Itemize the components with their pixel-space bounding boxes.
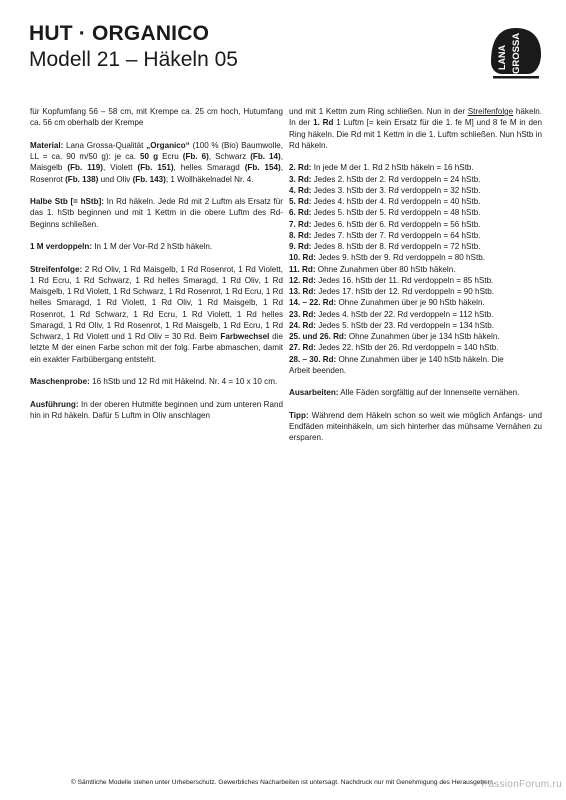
round-item — [289, 185, 542, 196]
right-column — [289, 106, 542, 455]
round-item — [289, 354, 542, 365]
round-text: Jedes 7. hStb der 7. Rd verdoppeln = 64 hStb. — [311, 230, 481, 240]
verdoppeln-section: 1 M verdoppeln: In 1 M der Vor-Rd 2 hStb häkeln. — [30, 242, 213, 251]
streifenfolge-reference: Streifenfolge — [467, 107, 514, 116]
logo-text-grossa: GROSSA — [511, 32, 522, 74]
logo-text-lana: LANA — [497, 45, 507, 70]
verdoppeln-label: 1 M verdoppeln: — [30, 242, 93, 251]
round-item — [289, 331, 542, 342]
round-text: Jedes 8. hStb der 8. Rd verdoppeln = 72 hStb. — [311, 242, 481, 251]
copyright-footer: © Sämtliche Modelle stehen unter Urheberschutz. Gewerbliches Nacharbeiten ist untersagt. Nachdruck nur mit Genehmigung des Herausgebers. — [70, 779, 496, 786]
material-section: Material: Lana Grossa-Qualität „Organico“ (100 % (Bio) Baumwolle, LL = ca. 90 m/50 g): je ca. 50 g Ecru (Fb. 6), Schwarz (Fb. 14), Maisgelb (Fb. 119), Violett (Fb. 151), helles Smaragd (Fb. 154), Rosenrot (Fb. 138) und Oliv (Fb. 143); 1 Wollhäkelnadel Nr. 4. — [30, 140, 284, 184]
round-label: 24. Rd: — [289, 320, 316, 330]
round-text: Jedes 22. hStb der 26. Rd verdoppeln = 140 hStb. — [316, 343, 499, 353]
round-label: 14. – 22. Rd: — [289, 298, 337, 308]
round-text: Ohne Zunahmen über je 140 hStb häkeln. Die — [336, 354, 504, 364]
round-text: Jedes 5. hStb der 5. Rd verdoppeln = 48 hStb. — [311, 208, 481, 218]
logo-underline — [493, 76, 539, 79]
round-text: Jedes 17. hStb der 12. Rd verdoppeln = 90 hStb. — [316, 287, 494, 296]
round-label: 7. Rd: — [289, 219, 312, 229]
round-label: 6. Rd: — [289, 208, 312, 218]
streifenfolge-section: Streifenfolge: 2 Rd Oliv, 1 Rd Maisgelb, 1 Rd Rosenrot, 1 Rd Violett, 1 Rd Ecru, 1 Rd Schwarz, 1 Rd helles Smaragd, 1 Rd Oliv, 1 Rd Maisgelb, 1 Rd Violett, 1 Rd Schwarz, 1 Rd Rosenrot, 1 Rd Ecru, 1 Rd helles Smaragd, 1 Rd Violett, 1 Rd Oliv, 1 Rd Maisgelb, 1 Rd Rosenrot, 1 Rd Schwarz, 1 Rd Ecru, 1 Rd Violett, 1 Rd helles Smaragd, 1 Rd Oliv, 1 Rd Rosenrot, 1 Rd Maisgelb, 1 Rd Ecru, 1 Rd Schwarz, 1 Rd Violett und 1 Rd Oliv = 30 Rd. Beim Farbwechsel die letzte M der einen Farbe schon mit der folg. Farbe abmaschen, damit ein exakter Farbübergang entsteht. — [30, 264, 283, 364]
rounds-end-text: Arbeit beenden. — [289, 365, 347, 375]
round-item — [289, 252, 542, 263]
round-label: 23. Rd: — [289, 309, 316, 319]
material-label: Material: — [30, 140, 64, 150]
round-item — [289, 320, 542, 331]
streifenfolge-label: Streifenfolge: — [30, 264, 83, 274]
round-label: 2. Rd: — [289, 163, 312, 173]
maschenprobe-section: Maschenprobe: 16 hStb und 12 Rd mit Häkelnd. Nr. 4 = 10 x 10 cm. — [30, 377, 278, 386]
round-item — [289, 219, 542, 230]
round-text: Jedes 4. hStb der 4. Rd verdoppeln = 40 hStb. — [311, 197, 481, 206]
rounds-list — [289, 162, 542, 376]
round-label: 5. Rd: — [289, 197, 312, 206]
page-subtitle: Modell 21 – Häkeln 05 — [29, 48, 238, 71]
round-text: Jedes 6. hStb der 6. Rd verdoppeln = 56 hStb. — [311, 219, 481, 229]
round-item — [289, 162, 542, 173]
round-text: Jedes 5. hStb der 23. Rd verdoppeln = 134 hStb. — [316, 320, 494, 330]
round-label: 8. Rd: — [289, 230, 312, 240]
size-intro: für Kopfumfang 56 – 58 cm, mit Krempe ca. 25 cm hoch, Hutumfang ca. 56 cm oberhalb der Krempe — [30, 107, 283, 128]
tipp-label: Tipp: — [289, 410, 309, 420]
round-text: Jedes 9. hStb der 9. Rd verdoppeln = 80 hStb. — [316, 253, 485, 263]
page-header — [29, 22, 238, 73]
round-item — [289, 297, 542, 308]
halbe-stb-section: Halbe Stb [= hStb]: In Rd häkeln. Jede Rd mit 2 Luftm als Ersatz für das 1. hStb beginnen und mit 1 Kettm in die obere Luftm des Rd-Beginns schließen. — [30, 197, 283, 229]
lana-grossa-logo — [488, 22, 544, 80]
round-label: 12. Rd: — [289, 275, 316, 285]
round-label: 13. Rd: — [289, 287, 316, 296]
round-item — [289, 286, 542, 297]
round-text: Ohne Zunahmen über je 90 hStb häkeln. — [336, 298, 485, 308]
round-item — [289, 230, 542, 241]
round-item — [289, 342, 542, 353]
ausfuehrung-label: Ausführung: — [30, 399, 79, 409]
round-item — [289, 264, 542, 275]
round-label: 4. Rd: — [289, 185, 312, 195]
round-label: 28. – 30. Rd: — [289, 354, 337, 364]
left-column — [30, 106, 283, 432]
round-label: 9. Rd: — [289, 242, 312, 251]
round-text: Ohne Zunahmen über 80 hStb häkeln. — [315, 264, 456, 274]
round-label: 11. Rd: — [289, 264, 316, 274]
round-text: Ohne Zunahmen über je 134 hStb häkeln. — [346, 332, 500, 341]
round-label: 25. und 26. Rd: — [289, 332, 347, 341]
round-label: 3. Rd: — [289, 174, 312, 184]
round-label: 10. Rd: — [289, 253, 316, 263]
round-text: Jedes 16. hStb der 11. Rd verdoppeln = 85 hStb. — [316, 275, 494, 285]
round-item — [289, 309, 542, 320]
round-item — [289, 174, 542, 185]
halbe-stb-label: Halbe Stb [= hStb]: — [30, 197, 104, 206]
round-text: Jedes 3. hStb der 3. Rd verdoppeln = 32 hStb. — [311, 185, 481, 195]
round-text: Jedes 2. hStb der 2. Rd verdoppeln = 24 hStb. — [311, 174, 481, 184]
round-item — [289, 196, 542, 207]
ausfuehrung-continued: und mit 1 Kettm zum Ring schließen. Nun in der Streifenfolge häkeln. In der 1. Rd 1 Luftm [= kein Ersatz für die 1. fe M] und 8 fe M in den Ring häkeln. Die Rd mit 1 Kettm in die 1. Luftm schließen. Nun hStb in Rd häkeln. — [289, 107, 542, 150]
tipp-section: Tipp: Während dem Häkeln schon so weit wie möglich Anfangs- und Endfäden miteinhäkeln, um sich hinterher das mühsame Vernähen zu ersparen. — [289, 410, 542, 443]
maschenprobe-label: Maschenprobe: — [30, 377, 90, 386]
page-title: HUT · ORGANICO — [29, 22, 210, 45]
round-text: Jedes 4. hStb der 22. Rd verdoppeln = 112 hStb. — [316, 309, 494, 319]
quality-name: „Organico“ — [146, 140, 190, 150]
round-label: 27. Rd: — [289, 343, 316, 353]
ausarbeiten-label: Ausarbeiten: — [289, 388, 339, 398]
site-watermark: PassionForum.ru — [481, 779, 562, 790]
round-item — [289, 241, 542, 252]
round-item — [289, 275, 542, 286]
round-item — [289, 207, 542, 218]
ausfuehrung-section: Ausführung: In der oberen Hutmitte beginnen und zum unteren Rand hin in Rd häkeln. Dafür 5 Luftm in Oliv anschlagen — [30, 399, 283, 420]
round-text: In jede M der 1. Rd 2 hStb häkeln = 16 hStb. — [311, 163, 474, 173]
ausarbeiten-section: Ausarbeiten: Alle Fäden sorgfältig auf der Innenseite vernähen. — [289, 388, 520, 398]
